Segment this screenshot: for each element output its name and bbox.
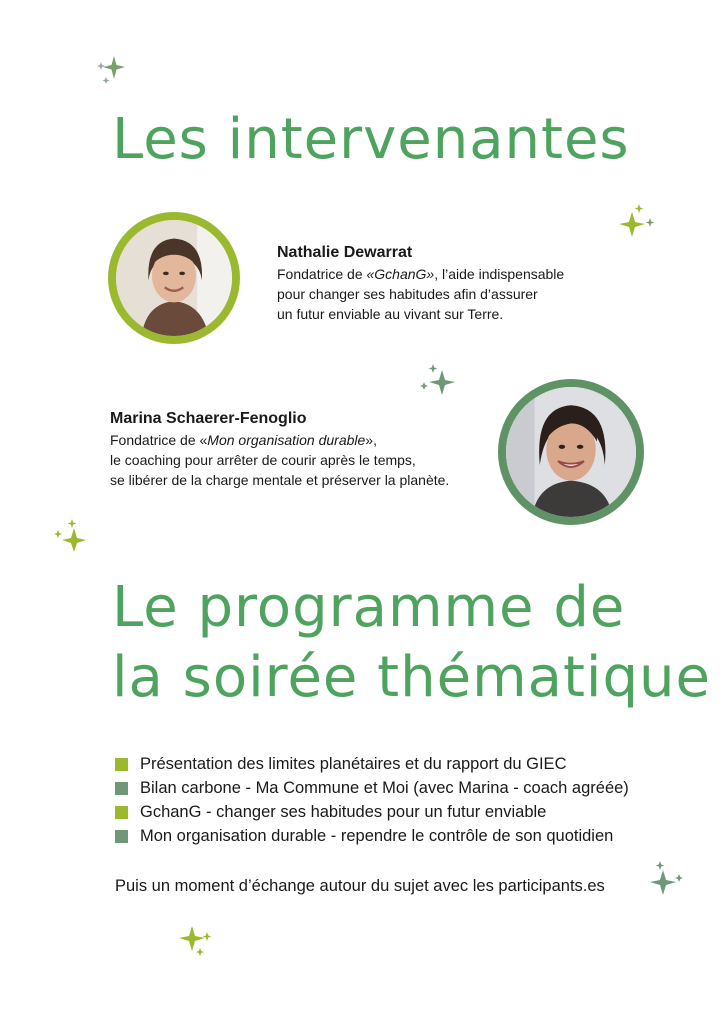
section-subtitle-programme: la soirée thématique — [112, 645, 711, 710]
speaker-bio-line — [110, 430, 490, 450]
speaker-photo-marina — [498, 379, 644, 525]
speaker-name: Marina Schaerer-Fenoglio — [110, 410, 307, 427]
speaker-bio-line — [277, 264, 607, 284]
list-item-text: Présentation des limites planétaires et du rapport du GIEC — [140, 755, 567, 773]
speaker-bio-marina — [110, 408, 490, 490]
list-item — [115, 752, 629, 776]
sparkle-icon — [619, 202, 659, 238]
speaker-bio-line: pour changer ses habitudes afin d’assurer — [277, 286, 538, 302]
list-item-text: Bilan carbone - Ma Commune et Moi (avec Marina - coach agréée) — [140, 779, 629, 797]
bio-text: Fondatrice de — [277, 266, 367, 282]
bio-text: Fondatrice de « — [110, 432, 208, 448]
bullet-square-icon — [115, 758, 128, 771]
speaker-bio-line: le coaching pour arrêter de courir après le temps, — [110, 452, 416, 468]
bio-text: , l’aide indispensable — [434, 266, 565, 282]
speaker-bio-line: un futur enviable au vivant sur Terre. — [277, 306, 504, 322]
bio-text: », — [365, 432, 377, 448]
speaker-photo-nathalie — [108, 212, 240, 344]
closing-text: Puis un moment d’échange autour du sujet avec les participants.es — [115, 877, 605, 895]
portrait-illustration — [116, 220, 232, 336]
bullet-square-icon — [115, 806, 128, 819]
speaker-name: Nathalie Dewarrat — [277, 244, 413, 261]
bullet-square-icon — [115, 830, 128, 843]
sparkle-icon — [52, 518, 88, 554]
list-item — [115, 824, 629, 848]
section-title-intervenantes: Les intervenantes — [112, 107, 630, 172]
brand-name: «GchanG» — [366, 266, 435, 282]
portrait-illustration — [506, 387, 636, 517]
list-item — [115, 776, 629, 800]
bullet-square-icon — [115, 782, 128, 795]
brand-name: Mon organisation durable — [207, 432, 366, 448]
list-item — [115, 800, 629, 824]
list-item-text: Mon organisation durable - rependre le contrôle de son quotidien — [140, 827, 614, 845]
sparkle-icon — [178, 922, 216, 958]
sparkle-icon — [418, 362, 456, 398]
list-item-text: GchanG - changer ses habitudes pour un futur enviable — [140, 803, 547, 821]
sparkle-icon — [94, 52, 130, 86]
sparkle-icon — [646, 860, 686, 896]
speaker-bio-nathalie — [277, 242, 607, 324]
speaker-bio-line: se libérer de la charge mentale et préserver la planète. — [110, 472, 450, 488]
section-title-programme: Le programme de — [112, 575, 626, 640]
programme-list — [115, 752, 629, 848]
